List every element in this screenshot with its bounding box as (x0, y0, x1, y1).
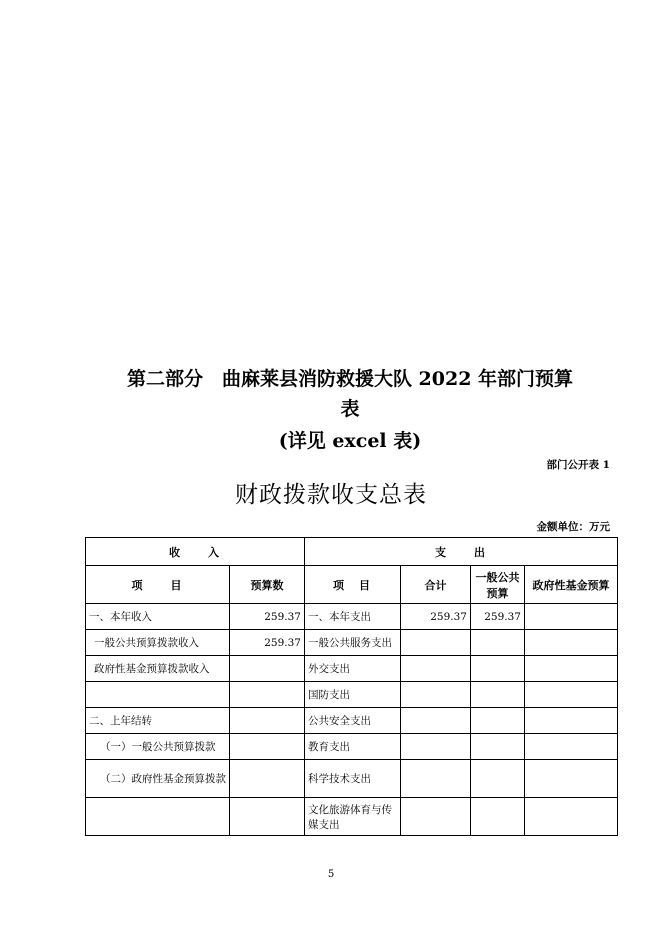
general-value (471, 760, 525, 798)
unit-label: 金额单位：万元 (536, 521, 610, 533)
table-row (86, 630, 618, 656)
table-row (86, 604, 618, 630)
table-row (86, 760, 618, 798)
col-expense-item: 项 目 (305, 566, 401, 604)
fund-value (525, 798, 618, 836)
income-item (86, 682, 230, 708)
income-value (230, 798, 305, 836)
form-number: 部门公开表 1 (546, 459, 610, 471)
general-value: 259.37 (471, 604, 525, 630)
income-item (86, 798, 230, 836)
income-value: 259.37 (230, 604, 305, 630)
income-value (230, 656, 305, 682)
income-item: 二、上年结转 (86, 708, 230, 734)
col-general-budget: 一般公共预算 (471, 566, 525, 604)
col-fund-budget: 政府性基金预算 (525, 566, 618, 604)
general-value (471, 708, 525, 734)
fund-value (525, 682, 618, 708)
table-title: 财政拨款收支总表 (235, 482, 427, 508)
total-value (401, 734, 471, 760)
total-value (401, 656, 471, 682)
total-value (401, 708, 471, 734)
income-item: 一般公共预算拨款收入 (86, 630, 230, 656)
income-item: （二）政府性基金预算拨款 (86, 760, 230, 798)
col-income-item: 项 目 (86, 566, 230, 604)
section-heading-line2: 表 (340, 398, 360, 420)
table-row (86, 708, 618, 734)
income-value: 259.37 (230, 630, 305, 656)
total-value (401, 682, 471, 708)
total-value: 259.37 (401, 604, 471, 630)
budget-table (85, 537, 618, 836)
expense-item: 文化旅游体育与传媒支出 (305, 798, 401, 836)
col-total: 合计 (401, 566, 471, 604)
income-value (230, 708, 305, 734)
income-item: 政府性基金预算拨款收入 (86, 656, 230, 682)
section-heading (110, 364, 590, 456)
fund-value (525, 604, 618, 630)
total-value (401, 798, 471, 836)
income-value (230, 760, 305, 798)
expense-header: 支 出 (305, 538, 618, 566)
income-header: 收 入 (86, 538, 305, 566)
fund-value (525, 708, 618, 734)
expense-item: 公共安全支出 (305, 708, 401, 734)
total-value (401, 630, 471, 656)
income-value (230, 682, 305, 708)
page-number: 5 (327, 869, 335, 880)
general-value (471, 798, 525, 836)
expense-item: 国防支出 (305, 682, 401, 708)
general-value (471, 656, 525, 682)
general-value (471, 630, 525, 656)
table-row (86, 798, 618, 836)
expense-item: 科学技术支出 (305, 760, 401, 798)
income-item: 一、本年收入 (86, 604, 230, 630)
expense-item: 外交支出 (305, 656, 401, 682)
total-value (401, 760, 471, 798)
table-row (86, 734, 618, 760)
fund-value (525, 656, 618, 682)
expense-item: 一、本年支出 (305, 604, 401, 630)
general-value (471, 682, 525, 708)
fund-value (525, 630, 618, 656)
expense-item: 一般公共服务支出 (305, 630, 401, 656)
table-row (86, 656, 618, 682)
general-value (471, 734, 525, 760)
income-item: （一）一般公共预算拨款 (86, 734, 230, 760)
table-row (86, 682, 618, 708)
expense-item: 教育支出 (305, 734, 401, 760)
income-value (230, 734, 305, 760)
section-heading-line3: (详见 excel 表) (278, 430, 422, 452)
col-budget: 预算数 (230, 566, 305, 604)
section-heading-line1: 第二部分 曲麻莱县消防救援大队 2022 年部门预算 (126, 368, 574, 390)
fund-value (525, 734, 618, 760)
fund-value (525, 760, 618, 798)
